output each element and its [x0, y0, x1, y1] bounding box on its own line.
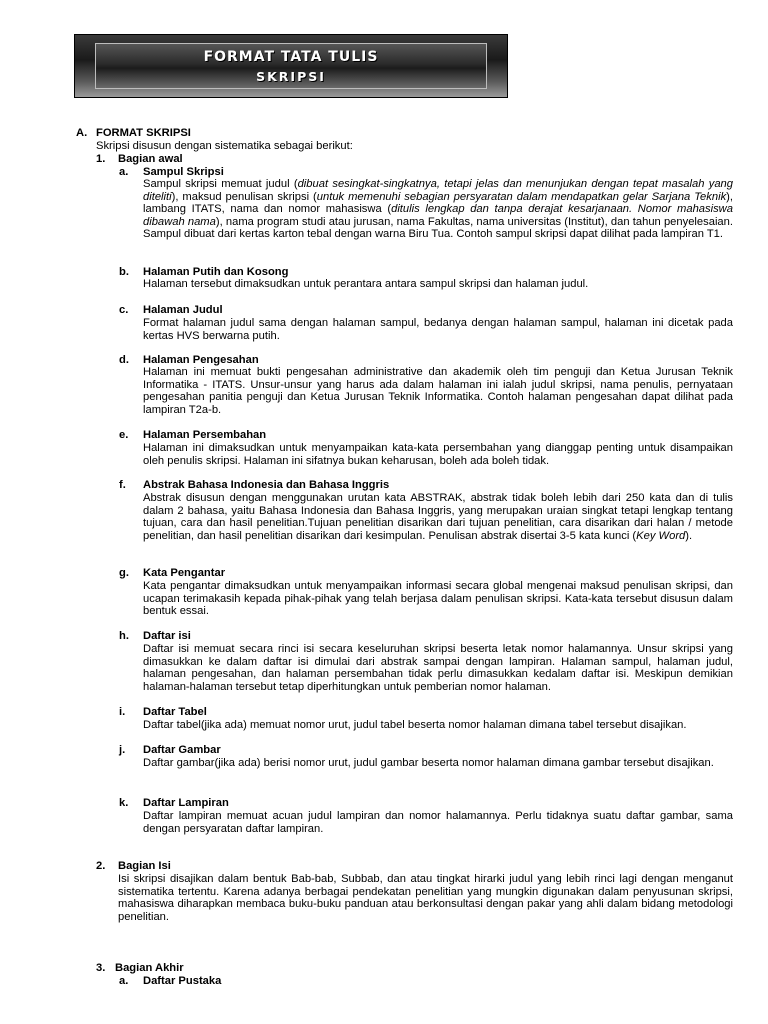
item-j-title: Daftar Gambar — [143, 744, 221, 756]
banner-title: FORMAT TATA TULIS — [203, 49, 379, 65]
item-e-marker: e. — [119, 429, 129, 441]
section-a-heading: FORMAT SKRIPSI — [96, 127, 191, 139]
item-i-body: Daftar tabel(jika ada) memuat nomor urut, judul tabel beserta nomor halaman dimana tabel tersebut disajikan. — [143, 719, 687, 731]
item-c-marker: c. — [119, 304, 129, 316]
item-a-marker: a. — [119, 166, 129, 178]
item-c-body: Format halaman judul sama dengan halaman sampul, bedanya dengan halaman sampul, halaman ini dicetak pada kertas HVS berwarna putih. — [143, 317, 733, 342]
item-j-marker: j. — [119, 744, 126, 756]
part-2-marker: 2. — [96, 860, 106, 872]
item-e-body: Halaman ini dimaksudkan untuk menyampaikan kata-kata persembahan yang dianggap penting untuk disampaikan oleh penulis skripsi. Halaman ini sifatnya bukan keharusan, boleh ada boleh tidak. — [143, 442, 733, 467]
item-b-marker: b. — [119, 266, 129, 278]
item-i-marker: i. — [119, 706, 126, 718]
item-d-body: Halaman ini memuat bukti pengesahan administrative dan akademik oleh tim penguji dan Ketua Jurusan Teknik Informatika - ITATS. Unsur-unsur yang harus ada dalam halaman ini ialah judul skripsi, nama penulis, pernyataan pengesahan panitia penguji dan Ketua Jurusan Teknik Informatika. Contoh halaman pengesahan dapat dilihat pada lampiran T2a-b. — [143, 366, 733, 416]
item-b-title: Halaman Putih dan Kosong — [143, 266, 289, 278]
section-a-marker: A. — [76, 127, 88, 139]
item-k-title: Daftar Lampiran — [143, 797, 229, 809]
item-f-body: Abstrak disusun dengan menggunakan urutan kata ABSTRAK, abstrak tidak boleh lebih dari 250 kata dan di tulis dalam 2 bahasa, yaitu Bahasa Indonesia dan Bahasa Inggris, yang merupakan uraian singkat tetapi lengkap tentang tujuan, cara dan hasil penelitian.Tujuan penelitian disarikan dari tujuan penelitian, cara disarikan dari halan / metode penelitian, dan hasil penelitian disarikan dari kesimpulan. Penulisan abstrak disertai 3-5 kata kunci (Key Word). — [143, 492, 733, 542]
item-j-body: Daftar gambar(jika ada) berisi nomor urut, judul gambar beserta nomor halaman dimana gambar tersebut disajikan. — [143, 757, 714, 769]
part-1-marker: 1. — [96, 153, 106, 165]
item-g-body: Kata pengantar dimaksudkan untuk menyampaikan informasi secara global mengenai maksud penulisan skripsi, dan ucapan terimakasih kepada pihak-pihak yang telah berjasa dalam penulisan skripsi. Kata-kata tersebut disusun dalam bentuk essai. — [143, 580, 733, 618]
item-k-marker: k. — [119, 797, 129, 809]
item-c-title: Halaman Judul — [143, 304, 223, 316]
part-1-heading: Bagian awal — [118, 153, 183, 165]
title-banner-inner — [95, 43, 487, 89]
item-g-title: Kata Pengantar — [143, 567, 226, 579]
item-f-marker: f. — [119, 479, 126, 491]
item-g-marker: g. — [119, 567, 129, 579]
item-k-body: Daftar lampiran memuat acuan judul lampiran dan nomor halamannya. Perlu tidaknya suatu daftar gambar, sama dengan persyaratan daftar lampiran. — [143, 810, 733, 835]
item-d-marker: d. — [119, 354, 129, 366]
item-f-title: Abstrak Bahasa Indonesia dan Bahasa Inggris — [143, 479, 390, 491]
section-a-intro: Skripsi disusun dengan sistematika sebagai berikut: — [96, 140, 353, 152]
part-3-item-a-marker: a. — [119, 975, 129, 987]
title-banner — [74, 34, 508, 98]
item-h-marker: h. — [119, 630, 129, 642]
item-a-title: Sampul Skripsi — [143, 166, 224, 178]
item-d-title: Halaman Pengesahan — [143, 354, 259, 366]
item-a-body: Sampul skripsi memuat judul (dibuat sesingkat-singkatnya, tetapi jelas dan menunjukan dengan tepat masalah yang diteliti), maksud penulisan skripsi (untuk memenuhi sebagian persyaratan dalam mendapatkan gelar Sarjana Teknik), lambang ITATS, nama dan nomor mahasiswa (ditulis lengkap dan tanpa derajat kesarjanaan. Nomor mahasiswa dibawah nama), nama program studi atau jurusan, nama Fakultas, nama universitas (Institut), dan tahun penyelesaian. Sampul dibuat dari kertas karton tebal dengan warna Biru Tua. Contoh sampul skripsi dapat dilihat pada lampiran T1. — [143, 178, 734, 241]
item-i-title: Daftar Tabel — [143, 706, 207, 718]
item-e-title: Halaman Persembahan — [143, 429, 267, 441]
part-2-heading: Bagian Isi — [118, 860, 171, 872]
part-3-heading: Bagian Akhir — [115, 962, 184, 974]
part-2-body: Isi skripsi disajikan dalam bentuk Bab-bab, Subbab, dan atau tingkat hirarki judul yang lebih rinci lagi dengan menganut sistematika tertentu. Karena adanya berbagai pendekatan penelitian yang mungkin digunakan dalam penyusunan skripsi, mahasiswa diharapkan membaca buku-buku panduan atau berkonsultasi dengan pakar yang ahli dalam bidang metodologi penelitian. — [118, 873, 733, 923]
part-3-marker: 3. — [96, 962, 106, 974]
item-b-body: Halaman tersebut dimaksudkan untuk perantara antara sampul skripsi dan halaman judul. — [143, 278, 589, 290]
part-3-item-a-title: Daftar Pustaka — [143, 975, 222, 987]
item-h-title: Daftar isi — [143, 630, 191, 642]
banner-subtitle: SKRIPSI — [256, 69, 326, 84]
item-h-body: Daftar isi memuat secara rinci isi secara keseluruhan skripsi beserta letak nomor halamannya. Unsur skripsi yang dimasukkan ke dalam daftar isi dimulai dari abstrak sampai dengan lampiran. Halaman sampul, halaman judul, halaman pengesahan, dan halaman persembahan tidak perlu dimasukkan kedalam daftar isi. Meskipun demikian halaman-halaman tersebut tetap diperhitungkan untuk pemberian nomor halaman. — [143, 643, 733, 693]
